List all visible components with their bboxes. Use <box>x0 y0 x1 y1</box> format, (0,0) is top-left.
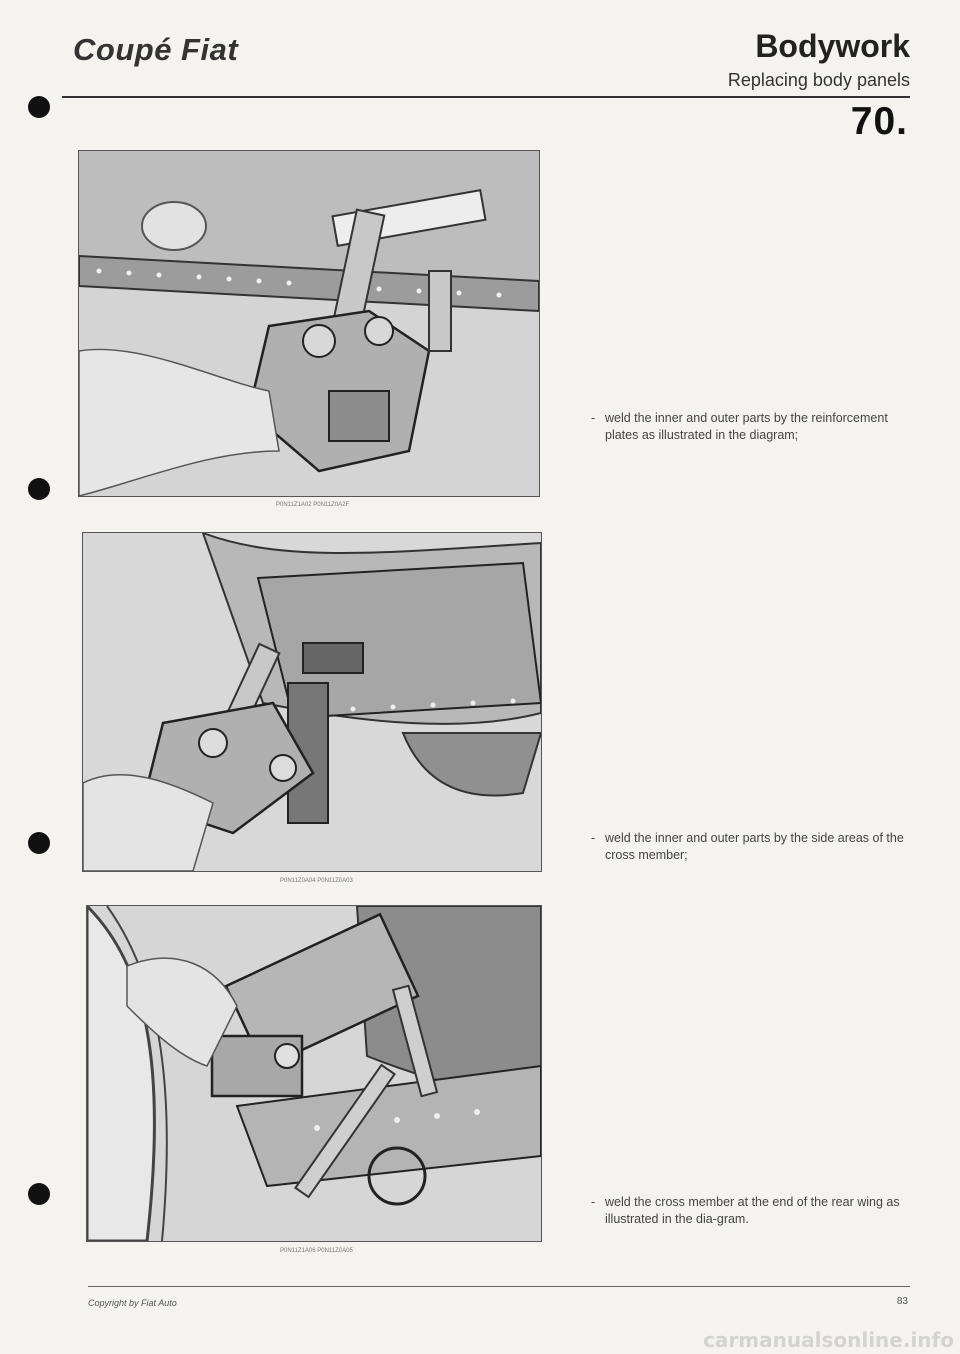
binder-hole-4 <box>28 1183 50 1205</box>
binder-hole-2 <box>28 478 50 500</box>
figure-illustration <box>87 906 541 1241</box>
figure-clamp-on-side-panel <box>82 532 542 872</box>
copyright-notice: Copyright by Fiat Auto <box>88 1298 177 1308</box>
figure-ref: P0N11Z1A06 P0N11Z0A05 <box>280 1248 353 1254</box>
figure-clamp-on-rear-panel <box>78 150 540 497</box>
figure-illustration <box>83 533 541 871</box>
figure-illustration <box>79 151 539 496</box>
header-rule <box>62 96 910 98</box>
binder-hole-1 <box>28 96 50 118</box>
instruction-step-1 <box>591 410 920 444</box>
instruction-step-3 <box>591 1194 920 1228</box>
step-dash: - <box>591 411 596 425</box>
figure-ref: P0N11Z1A02 P0N11Z0A2F <box>276 502 350 508</box>
instruction-step-2 <box>591 830 920 864</box>
step-text: weld the inner and outer parts by the side areas of the cross member; <box>605 831 904 862</box>
subsection-title: Replacing body panels <box>727 70 910 90</box>
step-text: weld the inner and outer parts by the reinforcement plates as illustrated in the diagram; <box>605 411 888 442</box>
figure-clamp-on-cross-member <box>86 905 542 1242</box>
figure-ref: P0N11Z0A04 P0N11Z0A03 <box>280 878 353 884</box>
section-title: Bodywork <box>755 28 910 64</box>
step-dash: - <box>591 1195 596 1209</box>
page-code: 70. <box>850 100 908 143</box>
step-dash: - <box>591 831 596 845</box>
brand-title: Coupé Fiat <box>73 32 239 67</box>
step-text: weld the cross member at the end of the rear wing as illustrated in the dia-gram. <box>605 1195 900 1226</box>
watermark: carmanualsonline.info <box>703 1328 954 1352</box>
footer-rule <box>88 1286 910 1287</box>
page-number: 83 <box>896 1296 908 1307</box>
binder-hole-3 <box>28 832 50 854</box>
